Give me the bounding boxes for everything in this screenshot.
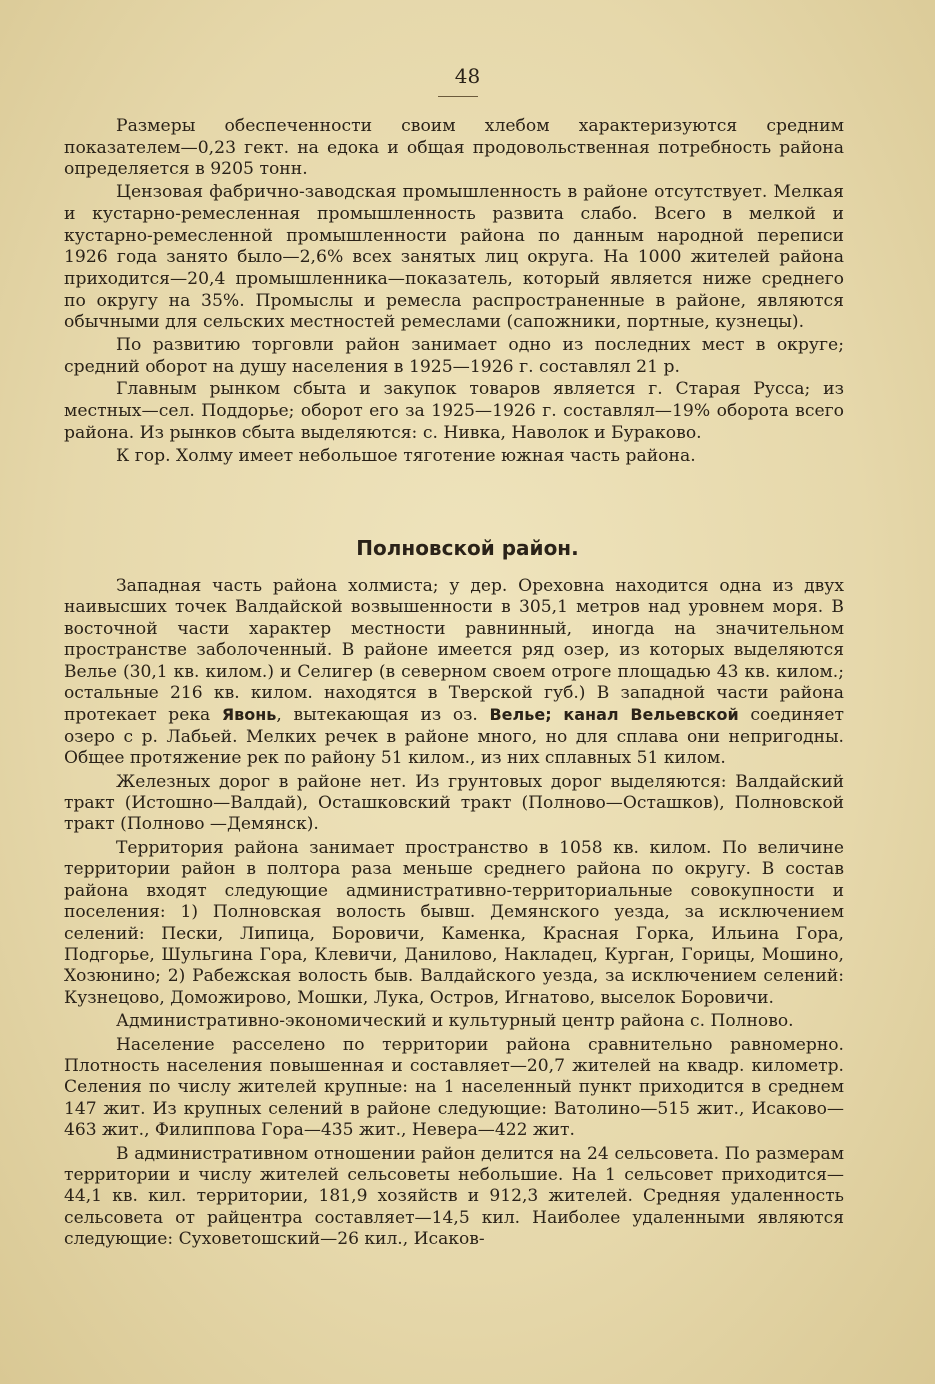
- intro-text: [64, 116, 844, 468]
- paragraph: Население расселено по территории района сравнительно равномерно. Плотность населения повышенная и составляет—20,7 жителей на квадр. километр. Селения по числу жителей крупные: на 1 населенный пункт приходится в среднем 147 жит. Из крупных селений в районе следующие: Ватолино—515 жит., Исаково—463 жит., Филиппова Гора—435 жит., Невера—422 жит.: [64, 1034, 844, 1141]
- text-span: Западная часть района холмиста; у дер. Ореховна находится одна из двух наивысших точек Валдайской возвышенности в 305,1 метров над уровнем моря. В восточной части характер местности равнинный, иногда на значительном пространстве заболоченный. В районе имеется ряд озер, из которых выделяются Велье (30,1 кв. килом.) и Селигер (в северном своем отроге площадью 43 кв. килом.; остальные 216 кв. килом. находятся в Тверской губ.) В западной части района протекает река: [64, 576, 844, 726]
- paragraph: По развитию торговли район занимает одно из последних мест в округе; средний оборот на душу населения в 1925—1926 г. составлял 21 р.: [64, 335, 844, 377]
- paragraph: Территория района занимает пространство в 1058 кв. килом. По величине территории район в полтора раза меньше среднего района по округу. В состав района входят следующие административно-территориальные совокупности и поселения: 1) Полновская волость бывш. Демянского уезда, за исключением селений: Пески, Липица, Боровичи, Каменка, Красная Горка, Ильина Гора, Подгорье, Шульгина Гора, Клевичи, Данилово, Накладец, Курган, Горицы, Мошино, Хозюнино; 2) Рабежская волость быв. Валдайского уезда, за исключением селений: Кузнецово, Доможирово, Мошки, Лука, Остров, Игнатово, выселок Боровичи.: [64, 837, 844, 1008]
- text-span: , вытекающая из оз.: [276, 705, 490, 726]
- river-name: Явонь: [221, 705, 277, 725]
- section-title: Полновской район.: [356, 536, 579, 560]
- paragraph: Главным рынком сбыта и закупок товаров является г. Старая Русса; из местных—сел. Поддорье; оборот его за 1925—1926 г. составлял—19% оборота всего района. Из рынков сбыта выделяются: с. Нивка, Наволок и Бураково.: [64, 379, 844, 443]
- paragraph: Цензовая фабрично-заводская промышленность в районе отсутствует. Мелкая и кустарно-ремесленная промышленность развита слабо. Всего в мелкой и кустарно-ремесленной промышленности района по данным народной переписи 1926 года занято было—2,6% всех занятых лиц округа. На 1000 жителей района приходится—20,4 промышленника—показатель, который является ниже среднего по округу на 35%. Промыслы и ремесла распространенные в районе, являются обычными для сельских местностей ремеслами (сапожники, портные, кузнецы).: [64, 182, 844, 333]
- section-body: [64, 576, 844, 1253]
- page-number: 48: [454, 64, 481, 88]
- text-span: соединяет озеро с р. Лабьей. Мелких речек в районе много, но для сплава они непригодны. Общее протяжение рек по району 51 килом., из них сплавных 51 килом.: [64, 705, 845, 769]
- lake-canal-name: Велье; канал Вельевской: [489, 705, 739, 725]
- paragraph: В административном отношении район делится на 24 сельсовета. По размерам территории и числу жителей сельсоветы небольшие. На 1 сельсовет приходится—44,1 кв. кил. территории, 181,9 хозяйств и 912,3 жителей. Средняя удаленность сельсовета от райцентра составляет—14,5 кил. Наиболее удаленными являются следующие: Суховетошский—26 кил., Исаков-: [64, 1143, 844, 1250]
- paragraph: Административно-экономический и культурный центр района с. Полново.: [116, 1011, 794, 1032]
- paragraph: [64, 576, 844, 770]
- paragraph: К гор. Холму имеет небольшое тяготение южная часть района.: [116, 445, 696, 466]
- paragraph: Железных дорог в районе нет. Из грунтовых дорог выделяются: Валдайский тракт (Истошно—Валдай), Осташковский тракт (Полново—Осташков), Полновской тракт (Полново —Демянск).: [64, 771, 844, 835]
- page-number-underline: [438, 96, 478, 97]
- paragraph: Размеры обеспеченности своим хлебом характеризуются средним показателем—0,23 гект. на едока и общая продовольственная потребность района определяется в 9205 тонн.: [64, 116, 844, 180]
